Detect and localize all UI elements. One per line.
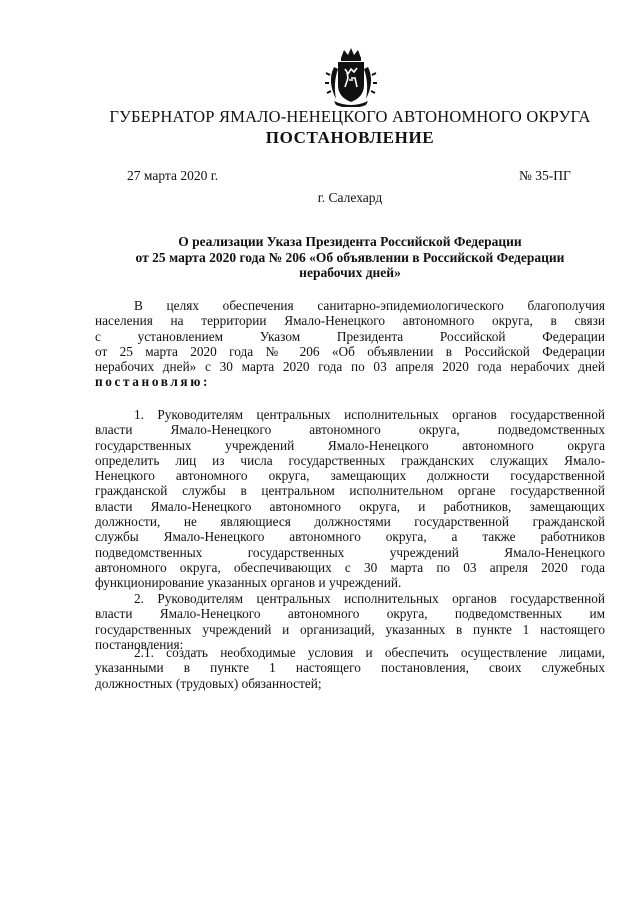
item-1-line: автономного округа, обеспечивающих с 30 марта по 03 апреля 2020 года — [95, 559, 605, 575]
item-2-1-paragraph — [95, 645, 605, 691]
item-1-line: власти Ямало-Ненецкого автономного округа, подведомственных — [95, 422, 605, 438]
item-1-line: функционирование указанных органов и учреждений. — [95, 575, 402, 591]
issuing-authority: ГУБЕРНАТОР ЯМАЛО-НЕНЕЦКОГО АВТОНОМНОГО ОКРУГА — [109, 107, 591, 126]
item-2-1-line: должностных (трудовых) обязанностей; — [95, 675, 322, 691]
preamble-line: нерабочих дней» с 30 марта 2020 года по 03 апреля 2020 года нерабочих дней — [95, 359, 605, 375]
item-1-line: власти Ямало-Ненецкого автономного округа, и работников, замещающих — [95, 498, 605, 514]
coat-of-arms-emblem-icon — [324, 47, 378, 107]
preamble-line: от 25 марта 2020 года № 206 «Об объявлении в Российской Федерации — [95, 343, 605, 359]
item-1-line: подведомственных государственных учреждений Ямало-Ненецкого — [95, 544, 605, 560]
preamble-line: с установлением Указом Президента Российской Федерации — [95, 328, 605, 344]
document-number: № 35-ПГ — [519, 168, 571, 183]
item-2-line: государственных учреждений и организаций, указанных в пункте 1 настоящего — [95, 621, 605, 637]
item-1-paragraph — [95, 407, 605, 591]
preamble-paragraph — [95, 298, 605, 390]
item-1-line: 1. Руководителям центральных исполнительных органов государственной — [134, 407, 605, 422]
item-1-line: Ненецкого автономного округа, замещающих должности государственной — [95, 468, 605, 484]
resolves-word: постановляю: — [95, 374, 210, 390]
item-2-line: власти Ямало-Ненецкого автономного округа, подведомственных им — [95, 606, 605, 622]
preamble-line: населения на территории Ямало-Ненецкого автономного округа, в связи — [95, 313, 605, 329]
item-1-line: должности, не являющиеся должностями государственной гражданской — [95, 514, 605, 530]
subject-line: нерабочих дней» — [299, 265, 401, 280]
preamble-line: В целях обеспечения санитарно-эпидемиологического благополучия — [134, 298, 605, 313]
item-2-paragraph — [95, 591, 605, 652]
subject-line: О реализации Указа Президента Российской Федерации — [178, 234, 522, 249]
document-date: 27 марта 2020 г. — [127, 168, 219, 183]
document-subject — [95, 234, 605, 281]
item-1-line: гражданской службы в центральном исполнительном органе государственной — [95, 483, 605, 499]
item-2-line: постановления: — [95, 636, 184, 652]
item-1-line: государственных учреждений Ямало-Ненецкого автономного округа — [95, 437, 605, 453]
item-1-line: определить лиц из числа государственных гражданских служащих Ямало- — [95, 452, 605, 468]
document-type: ПОСТАНОВЛЕНИЕ — [265, 128, 435, 147]
item-2-1-line: указанными в пункте 1 настоящего постановления, своих служебных — [95, 660, 605, 676]
item-2-line: 2. Руководителям центральных исполнительных органов государственной — [134, 591, 605, 606]
item-1-line: службы Ямало-Ненецкого автономного округа, а также работников — [95, 529, 605, 545]
document-city: г. Салехард — [317, 190, 383, 205]
item-2-1-line: 2.1. создать необходимые условия и обеспечить осуществление лицами, — [134, 645, 605, 660]
subject-line: от 25 марта 2020 года № 206 «Об объявлении в Российской Федерации — [135, 249, 565, 265]
